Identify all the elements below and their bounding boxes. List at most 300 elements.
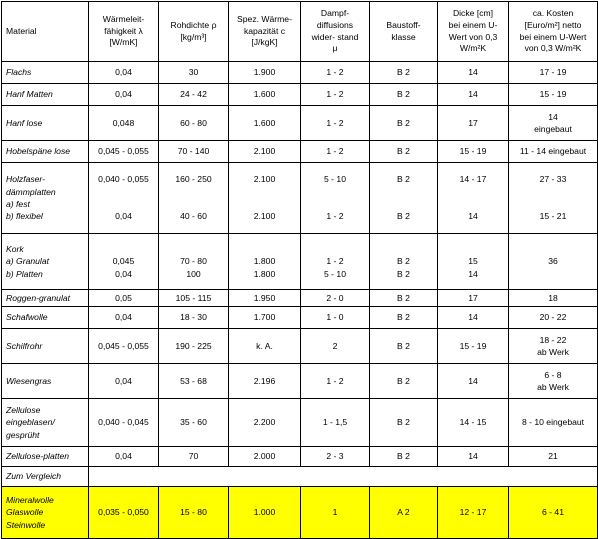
cell-material xyxy=(2,106,89,141)
cell-line: μ xyxy=(332,43,338,54)
cell-vapour-resistance xyxy=(301,106,370,141)
cell-line: Roggen-granulat xyxy=(6,292,71,303)
cell-lambda xyxy=(89,163,159,234)
cell-thickness xyxy=(438,447,509,467)
cell-fire-class xyxy=(370,329,438,364)
cell-line xyxy=(161,243,226,255)
cell-line: 0,040 - 0,045 xyxy=(98,417,149,428)
cell-material xyxy=(2,364,89,399)
cell-line xyxy=(511,186,595,198)
header-row xyxy=(2,2,598,62)
cell-line: 17 - 19 xyxy=(539,67,567,78)
cell-line: 1 xyxy=(332,507,338,518)
cell-line: 1.950 xyxy=(253,292,276,303)
cell-line: 12 - 17 xyxy=(459,507,487,518)
cell-line: 0,04 xyxy=(115,268,132,279)
cell-line: B 2 xyxy=(397,340,410,351)
cell-line: 2.200 xyxy=(253,417,276,428)
cell-line: 5 - 10 xyxy=(324,174,346,185)
cell-line: 100 xyxy=(186,268,201,279)
cell-line: 1.900 xyxy=(253,67,276,78)
cell-cost xyxy=(509,329,598,364)
cell-density xyxy=(159,84,229,106)
cell-density xyxy=(159,234,229,290)
cell-line: B 2 xyxy=(397,268,410,279)
cell-cost xyxy=(509,307,598,329)
cell-line: kapazität c xyxy=(243,25,286,36)
cell-density xyxy=(159,307,229,329)
cell-line: Zellulose xyxy=(6,404,41,415)
cell-fire-class xyxy=(370,234,438,290)
cell-line: 1 - 2 xyxy=(326,89,344,100)
cell-heat-capacity xyxy=(229,141,301,163)
header-density xyxy=(159,2,229,62)
cell-line xyxy=(372,243,435,255)
cell-line: Schilfrohr xyxy=(6,340,43,351)
cell-line: 14 xyxy=(468,375,478,386)
cell-line: k. A. xyxy=(256,340,273,351)
cell-line: B 2 xyxy=(397,451,410,462)
cell-line: a) Granulat xyxy=(6,256,49,267)
cell-material xyxy=(2,84,89,106)
cell-line: Wiesengras xyxy=(6,375,52,386)
cell-heat-capacity xyxy=(229,290,301,307)
cell-thickness xyxy=(438,106,509,141)
header-vapour-resistance xyxy=(301,2,370,62)
cell-lambda xyxy=(89,290,159,307)
cell-line: 8 - 10 eingebaut xyxy=(521,417,585,428)
table-row xyxy=(2,329,598,364)
cell-lambda xyxy=(89,62,159,84)
cell-line: Hanf Matten xyxy=(6,89,53,100)
cell-line: 2.100 xyxy=(253,211,276,222)
cell-line: 1 - 2 xyxy=(326,146,344,157)
cell-line: 105 - 115 xyxy=(175,292,212,303)
cell-vapour-resistance xyxy=(301,447,370,467)
cell-line: 0,045 - 0,055 xyxy=(98,146,149,157)
cell-fire-class xyxy=(370,290,438,307)
cell-density xyxy=(159,329,229,364)
cell-line: ab Werk xyxy=(537,347,569,357)
cell-line: b) Platten xyxy=(6,268,43,279)
cell-line: Kork xyxy=(6,243,24,254)
header-cost xyxy=(509,2,598,62)
cell-line xyxy=(91,243,156,255)
cell-line: 1.000 xyxy=(253,507,276,518)
cell-line xyxy=(440,243,506,255)
cell-density xyxy=(159,364,229,399)
header-thickness xyxy=(438,2,509,62)
cell-line: 14 xyxy=(468,211,478,222)
cell-thickness xyxy=(438,329,509,364)
cell-line: 1.800 xyxy=(253,268,276,279)
cell-fire-class xyxy=(370,447,438,467)
cell-line: B 2 xyxy=(397,117,410,128)
cell-line: b) flexibel xyxy=(6,211,43,222)
cell-line: Dampf- xyxy=(320,8,350,19)
cell-line: 14 xyxy=(468,268,478,279)
cell-cost xyxy=(509,399,598,447)
cell-cost xyxy=(509,141,598,163)
cell-line: dämmplatten xyxy=(6,186,56,197)
cell-vapour-resistance xyxy=(301,141,370,163)
cell-line: B 2 xyxy=(397,312,410,323)
cell-line: 0,04 xyxy=(115,211,132,222)
cell-material xyxy=(2,290,89,307)
cell-line xyxy=(372,198,435,210)
cell-line: 24 - 42 xyxy=(180,89,207,100)
cell-line: B 2 xyxy=(397,292,410,303)
cell-heat-capacity xyxy=(229,329,301,364)
cell-line: Spez. Wärme- xyxy=(237,14,292,25)
cell-thickness xyxy=(438,163,509,234)
cell-line: bei einem U- xyxy=(448,19,498,30)
comparison-label-row xyxy=(2,467,598,487)
cell-vapour-resistance xyxy=(301,487,370,539)
cell-thickness xyxy=(438,399,509,447)
cell-thickness xyxy=(438,141,509,163)
cell-lambda xyxy=(89,141,159,163)
cell-line: Zellulose-platten xyxy=(6,451,70,462)
cell-line xyxy=(440,186,506,198)
cell-line: 2.100 xyxy=(253,146,276,157)
cell-line: Hanf lose xyxy=(6,117,43,128)
cell-line: [W/mK] xyxy=(109,37,138,48)
cell-vapour-resistance xyxy=(301,84,370,106)
cell-vapour-resistance xyxy=(301,329,370,364)
cell-line: 53 - 68 xyxy=(180,375,207,386)
cell-cost xyxy=(509,364,598,399)
cell-line: 160 - 250 xyxy=(175,174,212,185)
cell-line: 18 - 30 xyxy=(180,312,207,323)
cell-material xyxy=(2,163,89,234)
cell-line: B 2 xyxy=(397,67,410,78)
table-row xyxy=(2,234,598,290)
cell-line: B 2 xyxy=(397,375,410,386)
cell-line: 15 - 19 xyxy=(459,340,487,351)
cell-material xyxy=(2,487,89,539)
cell-line: 1 - 2 xyxy=(326,375,344,386)
cell-line: [kg/m³] xyxy=(180,31,207,42)
cell-fire-class xyxy=(370,163,438,234)
cell-line: Steinwolle xyxy=(6,519,46,530)
cell-cost xyxy=(509,84,598,106)
cell-line: 30 xyxy=(188,67,199,78)
cell-thickness xyxy=(438,290,509,307)
table-row xyxy=(2,364,598,399)
cell-material xyxy=(2,329,89,364)
cell-line: 36 xyxy=(548,256,558,267)
cell-line: a) fest xyxy=(6,199,30,209)
cell-thickness xyxy=(438,364,509,399)
cell-line xyxy=(231,186,298,198)
cell-line: B 2 xyxy=(397,211,410,222)
cell-line: 0,045 - 0,055 xyxy=(98,340,149,351)
cell-lambda xyxy=(89,364,159,399)
cell-fire-class xyxy=(370,84,438,106)
table-row xyxy=(2,290,598,307)
cell-line: 1 - 2 xyxy=(326,256,344,267)
cell-density xyxy=(159,290,229,307)
cell-cost xyxy=(509,163,598,234)
cell-line: 14 xyxy=(548,111,558,122)
cell-heat-capacity xyxy=(229,447,301,467)
cell-line: 0,04 xyxy=(115,312,132,323)
cell-line: 0,04 xyxy=(115,89,132,100)
cell-line: 6 - 8 xyxy=(544,369,562,380)
cell-cost xyxy=(509,447,598,467)
cell-line: 0,05 xyxy=(115,292,132,303)
cell-line: diffusions xyxy=(316,19,354,30)
cell-line: eingeblasen/ xyxy=(6,417,55,428)
cell-density xyxy=(159,62,229,84)
cell-line: 35 - 60 xyxy=(180,417,207,428)
cell-line xyxy=(303,243,367,255)
table-row xyxy=(2,84,598,106)
cell-material xyxy=(2,62,89,84)
cell-line: B 2 xyxy=(397,146,410,157)
cell-line: Rohdichte ρ xyxy=(170,19,217,30)
cell-cost xyxy=(509,106,598,141)
table-row xyxy=(2,399,598,447)
cell-density xyxy=(159,447,229,467)
cell-thickness xyxy=(438,307,509,329)
cell-vapour-resistance xyxy=(301,307,370,329)
cell-density xyxy=(159,399,229,447)
cell-line: 1 - 2 xyxy=(326,67,344,78)
cell-line: A 2 xyxy=(397,507,410,518)
cell-line: Wärmeleit- xyxy=(102,14,145,25)
cell-lambda xyxy=(89,399,159,447)
cell-line: 2 - 0 xyxy=(326,292,344,303)
cell-line: Hobelspäne lose xyxy=(6,146,71,157)
cell-vapour-resistance xyxy=(301,290,370,307)
cell-line: 14 xyxy=(468,451,478,462)
cell-line: B 2 xyxy=(397,417,410,428)
cell-fire-class xyxy=(370,106,438,141)
cell-lambda xyxy=(89,84,159,106)
cell-material xyxy=(2,447,89,467)
cell-line xyxy=(161,186,226,198)
cell-line: 1.700 xyxy=(253,312,276,323)
cell-line xyxy=(303,198,367,210)
cell-line: 2.100 xyxy=(253,174,276,185)
cell-cost xyxy=(509,290,598,307)
cell-line: B 2 xyxy=(397,174,410,185)
cell-line: Holzfaser- xyxy=(6,174,46,185)
cell-line: 14 xyxy=(468,312,478,323)
cell-heat-capacity xyxy=(229,62,301,84)
cell-line: 18 - 22 xyxy=(539,334,567,345)
cell-line: Dicke [cm] xyxy=(452,8,494,19)
cell-heat-capacity xyxy=(229,163,301,234)
cell-line xyxy=(91,186,156,198)
cell-cost xyxy=(509,62,598,84)
cell-line: 70 - 80 xyxy=(180,256,207,267)
cell-line: 6 - 41 xyxy=(542,507,564,518)
cell-line: 14 - 17 xyxy=(459,174,487,185)
table-row xyxy=(2,163,598,234)
comparison-spacer xyxy=(89,467,598,487)
cell-line xyxy=(303,186,367,198)
cell-line xyxy=(91,198,156,210)
cell-line: 15 - 19 xyxy=(539,89,567,100)
cell-cost xyxy=(509,487,598,539)
cell-line: 0,045 xyxy=(112,256,135,267)
cell-line: [J/kgK] xyxy=(251,37,278,48)
cell-vapour-resistance xyxy=(301,399,370,447)
cell-line: 0,048 xyxy=(112,117,135,128)
cell-line xyxy=(372,186,435,198)
table-row xyxy=(2,62,598,84)
cell-material xyxy=(2,141,89,163)
cell-material xyxy=(2,234,89,290)
cell-density xyxy=(159,487,229,539)
table-body xyxy=(2,62,598,539)
cell-heat-capacity xyxy=(229,487,301,539)
cell-line xyxy=(440,198,506,210)
cell-line: 21 xyxy=(548,451,558,462)
cell-line: 14 xyxy=(468,89,478,100)
cell-line: ca. Kosten xyxy=(532,8,574,19)
cell-fire-class xyxy=(370,307,438,329)
table-row xyxy=(2,106,598,141)
cell-fire-class xyxy=(370,62,438,84)
cell-line: Baustoff- xyxy=(386,19,421,30)
header-heat-capacity xyxy=(229,2,301,62)
cell-line: 2 xyxy=(332,340,338,351)
cell-line xyxy=(161,198,226,210)
cell-line: 18 xyxy=(548,292,558,303)
cell-heat-capacity xyxy=(229,106,301,141)
cell-line: 14 xyxy=(468,67,478,78)
cell-vapour-resistance xyxy=(301,364,370,399)
cell-line: 1.800 xyxy=(253,256,276,267)
cell-vapour-resistance xyxy=(301,62,370,84)
cell-line: 190 - 225 xyxy=(175,340,212,351)
cell-line: Wert von 0,3 xyxy=(448,31,498,42)
cell-fire-class xyxy=(370,364,438,399)
cell-line: 2 - 3 xyxy=(326,451,344,462)
cell-line: 20 - 22 xyxy=(539,312,567,323)
cell-line: 17 xyxy=(468,117,478,128)
cell-density xyxy=(159,106,229,141)
cell-thickness xyxy=(438,234,509,290)
cell-line: 14 - 15 xyxy=(459,417,487,428)
cell-thickness xyxy=(438,62,509,84)
table-row xyxy=(2,447,598,467)
cell-line: 1 - 1,5 xyxy=(322,417,348,428)
cell-line xyxy=(231,198,298,210)
cell-line: 11 - 14 eingebaut xyxy=(519,146,587,157)
cell-fire-class xyxy=(370,141,438,163)
insulation-materials-table xyxy=(1,1,598,539)
header-fire-class xyxy=(370,2,438,62)
cell-line: 5 - 10 xyxy=(324,268,346,279)
cell-line: Mineralwolle xyxy=(6,494,54,505)
cell-density xyxy=(159,141,229,163)
cell-line: 0,035 - 0,050 xyxy=(98,507,149,518)
cell-line: von 0,3 W/m²K xyxy=(524,43,582,54)
cell-line: 15 - 80 xyxy=(180,507,207,518)
cell-line: [Euro/m²] netto xyxy=(524,19,582,30)
cell-vapour-resistance xyxy=(301,234,370,290)
cell-lambda xyxy=(89,329,159,364)
cell-line: B 2 xyxy=(397,89,410,100)
cell-heat-capacity xyxy=(229,84,301,106)
cell-material xyxy=(2,399,89,447)
cell-lambda xyxy=(89,487,159,539)
cell-line: 1.600 xyxy=(253,117,276,128)
cell-line: eingebaut xyxy=(534,124,572,134)
cell-line: 70 - 140 xyxy=(177,146,210,157)
table-row xyxy=(2,141,598,163)
cell-line xyxy=(231,243,298,255)
cell-line: 17 xyxy=(468,292,478,303)
cell-heat-capacity xyxy=(229,364,301,399)
cell-line: 2.000 xyxy=(253,451,276,462)
cell-line: 0,040 - 0,055 xyxy=(98,174,149,185)
header-lambda xyxy=(89,2,159,62)
cell-lambda xyxy=(89,106,159,141)
cell-line: 1 - 2 xyxy=(326,211,344,222)
cell-material xyxy=(2,307,89,329)
cell-lambda xyxy=(89,234,159,290)
cell-line: gesprüht xyxy=(6,429,40,440)
cell-heat-capacity xyxy=(229,399,301,447)
comparison-label: Zum Vergleich xyxy=(2,467,89,487)
cell-line: Schafwolle xyxy=(6,312,48,323)
cell-line: wider- stand xyxy=(311,31,359,42)
cell-line: 15 - 19 xyxy=(459,146,487,157)
cell-line: 0,04 xyxy=(115,375,132,386)
cell-line: 2.196 xyxy=(253,375,276,386)
cell-line: B 2 xyxy=(397,256,410,267)
cell-fire-class xyxy=(370,399,438,447)
cell-line: ab Werk xyxy=(537,382,569,392)
header-material: Material xyxy=(2,2,89,62)
cell-heat-capacity xyxy=(229,307,301,329)
cell-line: Flachs xyxy=(6,67,32,78)
cell-line xyxy=(511,198,595,210)
cell-lambda xyxy=(89,307,159,329)
cell-fire-class xyxy=(370,487,438,539)
cell-line: 40 - 60 xyxy=(180,211,207,222)
cell-vapour-resistance xyxy=(301,163,370,234)
cell-line: 70 xyxy=(188,451,199,462)
cell-line: 15 xyxy=(468,256,478,267)
cell-line: W/m²K xyxy=(459,43,487,54)
cell-lambda xyxy=(89,447,159,467)
cell-line: Glaswolle xyxy=(6,507,44,518)
cell-thickness xyxy=(438,487,509,539)
cell-line: 0,04 xyxy=(115,451,132,462)
cell-line: 1 - 0 xyxy=(326,312,344,323)
table-row xyxy=(2,487,598,539)
table-row xyxy=(2,307,598,329)
cell-thickness xyxy=(438,84,509,106)
cell-density xyxy=(159,163,229,234)
cell-line: 1 - 2 xyxy=(326,117,344,128)
cell-heat-capacity xyxy=(229,234,301,290)
cell-line: 60 - 80 xyxy=(180,117,207,128)
cell-line: 15 - 21 xyxy=(539,211,567,222)
cell-line: klasse xyxy=(391,31,416,42)
cell-line: 1.600 xyxy=(253,89,276,100)
cell-line: fähigkeit λ xyxy=(104,25,143,36)
cell-cost xyxy=(509,234,598,290)
cell-line: 0,04 xyxy=(115,67,132,78)
